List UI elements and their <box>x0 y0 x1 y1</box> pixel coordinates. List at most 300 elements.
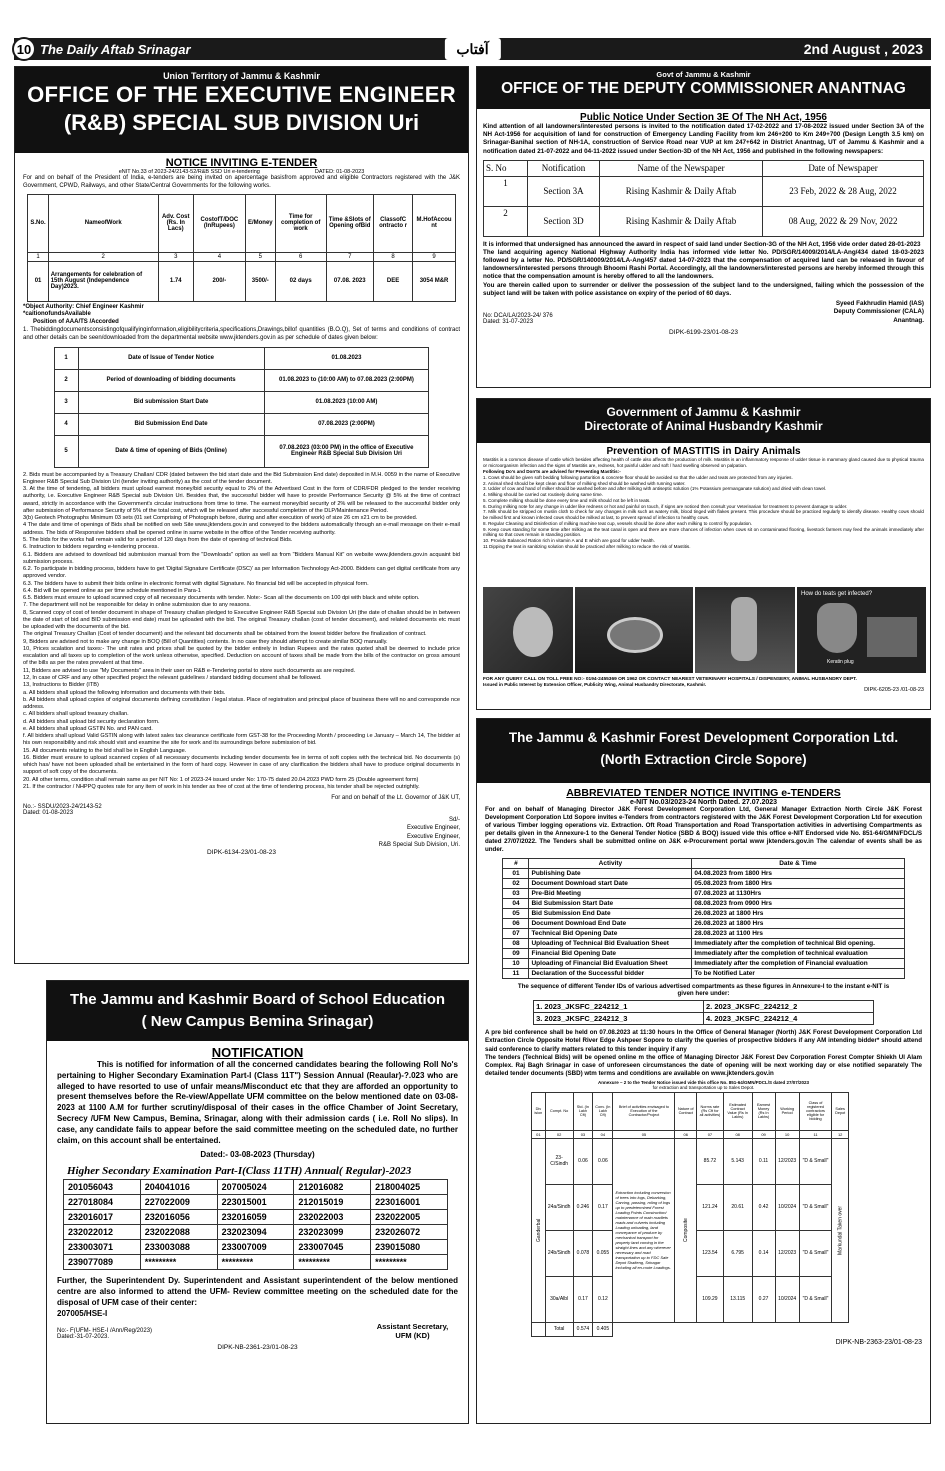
fd-event-row <box>503 929 904 939</box>
bose-roll-row <box>64 1255 448 1270</box>
bose-roll-row <box>64 1210 448 1225</box>
bose-roll-number: 212016082 <box>294 1180 371 1195</box>
fd-annex-compt: 30a/Albl <box>545 1276 573 1322</box>
ee-clause: 21. If the contractor / NHPPQ quotes rate for any item of work in his tender as free of cost at the time of tendering process, his tender shall be rejected outrightly. <box>23 784 420 790</box>
ee-for-and-behalf: For and on behalf of the Lt. Governor of J&K UT, <box>331 795 460 802</box>
fd-event-activity: Declaration of the Successful bidder <box>529 969 692 979</box>
bose-roll-number: ********* <box>294 1255 371 1270</box>
ee-td: 2 <box>48 252 158 261</box>
fd-annex-std: 0.17 <box>573 1276 593 1322</box>
ee-td: Arrangements for celebration of 15th August (Independence Day)2023. <box>48 261 158 301</box>
fd-annex-num: 12 <box>832 1130 849 1138</box>
fd-event-row <box>503 879 904 889</box>
fd-event-date: Immediately after the completion of technical Bid opening. <box>692 939 904 949</box>
bose-title-1: The Jammu and Kashmir Board of School Education <box>69 991 446 1008</box>
ee-work-table <box>27 194 455 302</box>
bose-roll-number: 232016059 <box>217 1210 294 1225</box>
page-number: 10 <box>12 37 36 61</box>
bose-roll-number: ********* <box>140 1255 217 1270</box>
fd-para-2: A pre bid conference shall be held on 07.08.2023 at 11:30 hours In the Office of General Manager (North) J&K Forest Development Corporation Ltd Extraction Circle Opposite Hotel River Edge Ashpeer Sopore to clarify the queries of prospective bidders if any AM intending bidder* should attend said conference to clarify matters related to this tender inquiry if any <box>485 1029 922 1053</box>
bose-roll-number: ********* <box>371 1255 448 1270</box>
dc-th: Name of the Newspaper <box>600 160 763 176</box>
fd-annex-class: "D & Small" <box>799 1230 832 1276</box>
fd-event-row <box>503 959 904 969</box>
bose-roll-number: 223015001 <box>217 1195 294 1210</box>
fd-annex-num: 04 <box>593 1130 613 1138</box>
fd-event-date: To be Notified Later <box>692 969 904 979</box>
fd-annex-num: 07 <box>697 1130 724 1138</box>
ah-point: 7. Milk should be stripped on muslin cloth to check for any changes in milk such as watery milk, blood tinged with flakes present. This procedure should be practiced regularly to identify disease. Healthy cows should be milked first and known infected cows should be milked at last, to prevent spread of infection to healthy cows. <box>483 509 924 521</box>
ee-dates-row <box>54 413 429 435</box>
fd-annex-compt: 24b/Sindh <box>545 1230 573 1276</box>
dc-table-header <box>484 160 924 176</box>
ee-clause: 6.4. Bid will be opened online as per time schedule mentioned in Para-1 <box>23 587 201 594</box>
fd-th: Activity <box>529 859 692 869</box>
ad-executive-engineer <box>14 66 469 964</box>
bose-exam-title: Higher Secondary Examination Part-I(Class 11TH) Annual( Regular)-2023 <box>67 1165 412 1178</box>
fd-annex-conv: 0.055 <box>593 1230 613 1276</box>
bose-para-2: Further, the Superintendent Dy. Superintendent and Assistant superintendent of the below mentioned centre are also informed to attend the UFM- Review committee meeting on the scheduled date for the disposal of UFM case of their center: <box>57 1276 458 1307</box>
fd-sequence-note: The sequence of different Tender IDs of various advertised compartments as these figures in Annexure-I to the instant e-NIT is given here under: <box>517 983 890 998</box>
ee-td: 07.08.2023 (2:00PM) <box>264 413 429 435</box>
fd-event-activity: Uploading of Financial Bid Evaluation Sheet <box>529 959 692 969</box>
ee-clause: 6.3. The bidders have to submit their bids online in electronic format with digital Signature. No financial bid will be accepted in physical form. <box>23 580 369 587</box>
fd-annex-header <box>532 1092 849 1130</box>
ee-dates-row <box>54 347 429 369</box>
dc-newspaper-table <box>483 160 924 237</box>
ee-td: 2 <box>54 369 78 391</box>
fd-event-date: 08.08.2023 from 0900 Hrs <box>692 899 904 909</box>
fd-event-activity: Publishing Date <box>529 869 692 879</box>
fd-annex-rate: 123.54 <box>697 1230 724 1276</box>
fd-tender-id: 4. 2023_JKSFC_224212_4 <box>703 1013 873 1025</box>
fd-event-number: 08 <box>503 939 529 949</box>
ee-td: Date of Issue of Tender Notice <box>78 347 264 369</box>
ee-td: 7 <box>326 252 373 261</box>
ah-point: 3. Udder of cow and hand of milker should be washed before and after milking with antiseptic solution (1% Potassium permanganate solution) and dried with clean towel. <box>483 486 827 492</box>
bose-roll-number: 233003088 <box>140 1240 217 1255</box>
bose-roll-number: 232022088 <box>140 1225 217 1240</box>
ah-dipk: DIPK-6205-23 /01-08-23 <box>864 687 924 693</box>
ee-td: 3054 M&R <box>413 261 455 301</box>
fd-events-header <box>503 859 904 869</box>
ah-point: 4. Milking should be carried out routinely during same time. <box>483 492 604 498</box>
ee-clause: b. All bidders shall upload copies of original documents defining constitution / legal status. Place of registration and principal place of business there will no and corresponde nce address. <box>23 696 460 711</box>
dc-notice-title: Public Notice Under Section 3E Of The NH Act, 1956 <box>580 112 827 123</box>
ah-point: 8. Regular Cleaning and Disinfection of milking machine teat cup, vessels should be done after each milking to control fly population. <box>483 520 753 526</box>
fd-annex-num: 09 <box>752 1130 775 1138</box>
bose-roll-row <box>64 1240 448 1255</box>
fd-annex-class: "D & Small" <box>799 1276 832 1322</box>
ee-dates-table <box>54 347 430 468</box>
fd-annex-std: 0.246 <box>573 1184 593 1230</box>
dc-table-row <box>484 176 924 206</box>
ee-th: Time &Slots of Opening ofBid <box>326 194 373 252</box>
fd-event-row <box>503 899 904 909</box>
fd-annex-depot: Markundal Taken over <box>832 1138 849 1322</box>
fd-annex-th: Brief of activities envisaged to Execution of the Contractor/Project <box>613 1092 675 1130</box>
ee-clause: 20. All other terms, condition shall remain same as per NIT No: 1 of 2023-24 issued under No: 170-75 dated 20.04.2023 PWD form 25 (Double agreement form) <box>23 776 419 783</box>
fd-event-activity: Bid Submission Start Date <box>529 899 692 909</box>
ah-img-label: Keratin plug <box>827 659 854 665</box>
ee-td: DEE <box>373 261 413 301</box>
fd-event-date: Immediately after the completion of technical evaluation <box>692 949 904 959</box>
bose-roll-number: 232022003 <box>294 1210 371 1225</box>
ee-td: 07.08.2023 (03:00 PM) in the office of Executive Engineer R&B Special Sub Division Uri <box>264 435 429 467</box>
ah-dept: Directorate of Animal Husbandry Kashmir <box>584 419 823 433</box>
dc-para-4: You are therein called upon to surrender or deliver the possession of the subject land to the undersigned, failing which the possession of the subject land will be taken with police assistance on expiry of the period of 60 days. <box>483 281 924 297</box>
fd-annex-total-row <box>532 1322 849 1336</box>
fd-event-number: 01 <box>503 869 529 879</box>
ee-td: 1 <box>54 347 78 369</box>
ee-td: Bid Submission End Date <box>78 413 264 435</box>
fd-event-number: 07 <box>503 929 529 939</box>
ee-clause: 9, Bidders are advised not to make any change in BOQ (Bill of Quantities) contents. In no case they should attempt to create similar BOQ manually. <box>23 638 388 645</box>
fd-annex-num: 08 <box>723 1130 752 1138</box>
ee-title-2: (R&B) SPECIAL SUB DIVISION Uri <box>63 110 420 135</box>
bose-signature: Assistant Secretary, UFM (KD) <box>376 1321 449 1340</box>
fd-annex-rate: 109.29 <box>697 1276 724 1322</box>
fd-event-date: 26.08.2023 at 1800 Hrs <box>692 909 904 919</box>
bose-roll-number: 223016001 <box>371 1195 448 1210</box>
fd-event-row <box>503 919 904 929</box>
bose-title-2: ( New Campus Bemina Srinagar) <box>141 1013 374 1030</box>
dc-td: Rising Kashmir & Daily Aftab <box>600 176 763 206</box>
fd-event-row <box>503 969 904 979</box>
paper-name: The Daily Aftab Srinagar <box>40 41 191 57</box>
fd-tender-id: 1. 2023_JKSFC_224212_1 <box>534 1001 704 1013</box>
ee-th: Time for completion of work <box>275 194 326 252</box>
ee-clause: a. All bidders shall upload the following information and documents with their bids. <box>23 689 226 696</box>
dc-td: 08 Aug, 2022 & 29 Nov, 2022 <box>763 206 924 236</box>
fd-annex-th: Norms rate (Rs Cft for all activities) <box>697 1092 724 1130</box>
ah-point: 6. During milking note for any change in udder like redness or hot and painful on touch, if signs are noticed then consult your Veterinarian for treatment to prevent damage to udder. <box>483 503 848 509</box>
fd-event-number: 04 <box>503 899 529 909</box>
fd-event-activity: Uploading of Technical Bid Evaluation Sheet <box>529 939 692 949</box>
ee-work-table-header <box>28 194 455 252</box>
dc-td: Rising Kashmir & Daily Aftab <box>600 206 763 236</box>
dc-td: 23 Feb, 2022 & 28 Aug, 2022 <box>763 176 924 206</box>
fd-event-row <box>503 949 904 959</box>
fd-event-number: 11 <box>503 969 529 979</box>
ee-th: E/Money <box>245 194 275 252</box>
fd-para-1: For and on behalf of Managing Director J&K Forest Development Corporation Ltd, General Manager Extraction North Circle J&K Forest Development Corporation Ltd Sopore invites e-Tenders from contractors registered with the J&K Forest Development Corporation Ltd for execution of various Timber logging operations viz. Extraction. Oft Road Transportation and Road Transportation activities in advertising Compartments as per details given in the Annexure-1 to the General Tender Notice (SBD & BOQ) issued vide this office e-NIT Endorsed vide No. 851-64/GMN/FDCL/S dated 27/07/2022. The Tenders shall be submitted online on J&K e-Procurement portal www jktenders.gov.in The calendar of events shall be as under. <box>485 806 922 854</box>
fd-title-2: (North Extraction Circle Sopore) <box>600 752 807 767</box>
fd-annex-num: 03 <box>573 1130 593 1138</box>
bose-banner <box>47 981 468 1041</box>
ad-animal-husbandry <box>476 398 931 710</box>
ee-th: ClassofC ontracto r <box>373 194 413 252</box>
ee-td: 6 <box>275 252 326 261</box>
fd-annex-conv: 0.17 <box>593 1184 613 1230</box>
fd-annex-em: 0.27 <box>752 1276 775 1322</box>
bose-roll-number: 232016056 <box>140 1210 217 1225</box>
fd-event-activity: Pre-Bid Meeting <box>529 889 692 899</box>
ah-points <box>483 475 924 550</box>
fd-annex-th: Conv. (In Lakh Cft) <box>593 1092 613 1130</box>
bose-roll-number: 233007045 <box>294 1240 371 1255</box>
ee-note: *caitionofundsAvailable <box>23 311 91 318</box>
ee-notice-title: NOTICE INVITING E-TENDER <box>165 157 318 169</box>
ee-clause: 12, In case of CRF and any other specified project the relevant guidelines / standard bidding document shall be followed. <box>23 675 322 682</box>
issue-date: 2nd August , 2023 <box>803 41 923 57</box>
milking-photo <box>575 587 693 673</box>
ah-point: 5. Complete milking should be done every time and milk should not be left in teats. <box>483 497 651 503</box>
bose-para-1: This is notified for information of all the concerned candidates bearing the following Roll No's pertaining to Higher Secondary Examination Part-I (Class 11T") Session Annual (Reaular)-?.023 who are alleged to have resorted to use of unfair means/Misconduct etc that they are afforded an opportunity to present themselves before the Re-view/Appellate UFM committee on the below mentioned date on 03-08-2023 at 1100 A.M for further scrutiny/disposal of their cases in the office Chamber of Joint Secretary, Secrecy /UFM New Campus, Bemina, Srinagar, along with their admission cards ( i.e. Roll No slips). In case, any candidate fails to appear before the said committee meeting on the scheduled date, no further claim, on this account shall be entertained. <box>57 1060 458 1145</box>
ee-td: 02 days <box>275 261 326 301</box>
fd-event-date: 26.08.2023 at 1800 Hrs <box>692 919 904 929</box>
fd-tender-id: 2. 2023_JKSFC_224212_2 <box>703 1001 873 1013</box>
fd-event-date: 04.08.2023 from 1800 Hrs <box>692 869 904 879</box>
ee-intro: For and on behalf of the President of India, e-tenders are being invited on apercentage basisfrom approved and eligible Contractors registered with the J&K Government, CPWD, Railways, and other State/Central Governments for the following works. <box>23 175 460 189</box>
ee-td: 3 <box>54 391 78 413</box>
fd-event-activity: Technical Bid Opening Date <box>529 929 692 939</box>
ah-img-caption: How do teats get infected? <box>801 591 873 597</box>
bose-roll-number: ********* <box>217 1255 294 1270</box>
fd-annex-em: 0.14 <box>752 1230 775 1276</box>
ee-clause: 6.2. To participate in bidding process, bidders have to get 'Digital Signature Certificate (DSC)' as per Information Technology Act-2000. Bidders can get digital certificate from any approved vendor. <box>23 566 460 580</box>
ah-point: 11 Dipping the teat in sanitizing solution should be practiced after milking to reduce the risk of Mastitis. <box>483 543 691 549</box>
bose-roll-number: 233007009 <box>217 1240 294 1255</box>
fd-event-number: 03 <box>503 889 529 899</box>
ee-clause: 11, Bidders are advised to use "My Documents" area in their user on R&B e-Tendering portal to store such documents as are required. <box>23 667 356 674</box>
fd-annex-rate: 121.24 <box>697 1184 724 1230</box>
fd-event-activity: Financial Bid Opening Date <box>529 949 692 959</box>
fd-annex-title: Annexure – 2 to the Tender Notice issued vide this office No. 851-64/GMN/FDCL/S dated 27/07/2023 <box>598 1079 809 1085</box>
fd-event-activity: Bid Submission End Date <box>529 909 692 919</box>
fd-annex-sub: for extraction and transportation up to Sales Depot. <box>652 1084 755 1090</box>
ee-td: 01 <box>28 261 48 301</box>
ee-td: 01.08.2023 to (10:00 AM) to 07.08.2023 (2:00PM) <box>264 369 429 391</box>
bose-roll-number: 239077089 <box>64 1255 141 1270</box>
fd-annex-td <box>613 1322 849 1336</box>
ee-ref: No.:- SSDU/2023-24/2143-52 Dated: 01-08-2023 <box>23 804 102 817</box>
bose-roll-number: 232023094 <box>217 1225 294 1240</box>
fd-annex-compt: 24a/Sindh <box>545 1184 573 1230</box>
fd-annex-th: Earnest Money (Rs In Lakhs) <box>752 1092 775 1130</box>
teat-infection-diagram <box>797 587 926 673</box>
cow-udder-photo <box>483 587 573 673</box>
ee-clause: 3. At the time of tendering, all bidders must upload earnest money/bid security equal to 2% of the Advertised Cost in the form of CDR/FDR pledged to the tender receiving authority, i.e. Executive Engineer R&B Special sub Division Uri. Besides that, the successful bidder will have to provide Performance Security @ 5% at the time of contract award, strictly in accordance with the Government's circular instructions from time to time. The earnest money/bid security of 2% will be released to the successful bidder only after submission of Performance Security of 5% of the total cost, which will be released after successful completion of the DLP/Maintenance Period. <box>23 486 460 514</box>
fd-enit: e-NIT No.03/2023-24 North Dated. 27.07.2023 <box>629 799 778 806</box>
fd-annex-total-conv: 0.405 <box>593 1322 613 1336</box>
dc-td: 1 <box>484 176 528 206</box>
teat-dipping-photo <box>695 587 795 673</box>
fd-annex-division: Ganderbal <box>532 1138 546 1322</box>
ee-td: 3500/- <box>245 261 275 301</box>
ee-td: 07.08. 2023 <box>326 261 373 301</box>
fd-banner <box>477 719 930 783</box>
fd-annex-em: 0.11 <box>752 1138 775 1184</box>
fd-event-date: 28.08.2023 at 1100 Hrs <box>692 929 904 939</box>
bose-roll-number: 232022012 <box>64 1225 141 1240</box>
fd-dipk: DIPK-NB-2363-23/01-08-23 <box>835 1338 922 1346</box>
dc-td: 2 <box>484 206 528 236</box>
bose-roll-number: 207005024 <box>217 1180 294 1195</box>
fd-annex-total-std: 0.574 <box>573 1322 593 1336</box>
ah-intro: Mastitis is a common disease of cattle which besides affecting health of cattle also affects the production of milk. Mastitis is an inflammatory response of udder tissue in mammary gland caused due to physical trauma or microorganism infection and the signs of Mastitis are, redness, hot painful udder and soft / hard swelling observed on palpation. <box>483 457 924 468</box>
bose-roll-number: 227018084 <box>64 1195 141 1210</box>
bose-roll-number: 232026072 <box>371 1225 448 1240</box>
ee-dates-row <box>54 391 429 413</box>
fd-annex-ecv: 20.61 <box>723 1184 752 1230</box>
fd-annex-ecv: 6.795 <box>723 1230 752 1276</box>
bose-dipk: DIPK-NB-2361-23/01-08-23 <box>217 1343 298 1351</box>
bose-roll-table <box>63 1179 448 1270</box>
ad-bose <box>46 980 469 1424</box>
fd-annex-th: Working Period <box>775 1092 799 1130</box>
fd-annex-em: 0.42 <box>752 1184 775 1230</box>
ee-enit: eNIT No.33 of 2023-24/2143-52/R&B SSD Uri e-tendering DATED: 01-08-2023 <box>118 169 365 175</box>
ee-td: Date & time of opening of Bids (Online) <box>78 435 264 467</box>
bose-roll-row <box>64 1180 448 1195</box>
ah-title: Prevention of MASTITIS in Dairy Animals <box>606 446 801 457</box>
ee-clause: 6.5. Bidders must ensure to upload scanned copy of all necessary documents with tender. Note:- Scan all the documents on 100 dpi with black and white option. <box>23 595 420 602</box>
ee-clause: 13, Instructions to Bidder (ITB) <box>23 682 99 689</box>
fd-annex-num: 06 <box>675 1130 697 1138</box>
dc-dipk: DIPK-6199-23/01-08-23 <box>668 329 738 337</box>
ad-deputy-commissioner <box>476 66 931 388</box>
ee-td: 8 <box>373 252 413 261</box>
ee-td: Period of downloading of bidding documents <box>78 369 264 391</box>
ee-clause: 5. The bids for the works hall remain valid for a period of 120 days from the date of opening of technical Bids. <box>23 536 293 543</box>
ad-forest-development <box>476 718 931 1424</box>
ee-note: *Object Authority: Chief Engineer Kashmir <box>23 303 144 310</box>
bose-roll-number: 233003071 <box>64 1240 141 1255</box>
fd-event-number: 09 <box>503 949 529 959</box>
dc-ref: No: DCA/LA/2023-24/ 376 Dated: 31-07-2023 <box>483 313 553 326</box>
bose-centre: 207005/HSE-I <box>57 1308 108 1318</box>
fd-annex-td <box>532 1322 546 1336</box>
dc-para-1: Kind attention of all landowners/interested persons is invited to the notification dated 17-02-2022 and 17-08-2022 issued under Section 3A of the NH Act-1956 for acquisition of land for construction of Emergency Landing Facility from km 246+200 to Km 249+700 (Design Length 3.5 km) on Srinagar-Banihal section of NH-1A, construction of Service Road near VUP at km 247+642 in District Anantnag, UT of Jammu & Kashmir and a notification dated 21-07-2022 and 04-11-2022 issued under Section-3D of the NH Act, 1956 and published in the following newspapers: <box>483 123 924 155</box>
ee-clause: 7. The department will not be responsible for delay in online submission due to any reasons. <box>23 602 251 609</box>
ee-td: 1 <box>28 252 48 261</box>
fd-event-date: 07.08.2023 at 1130Hrs <box>692 889 904 899</box>
bose-roll-number: 227022009 <box>140 1195 217 1210</box>
ee-td: 4 <box>193 252 245 261</box>
fd-annex-th: Sales Depot <box>832 1092 849 1130</box>
ee-clause: c. All bidders shall upload treasury challan. <box>23 711 129 718</box>
ah-banner <box>477 399 930 443</box>
ah-gov: Government of Jammu & Kashmir <box>606 405 801 419</box>
ee-clause: 6.1. Bidders are advised to download bid submission manual from the "Downloads" option as well as from "Bidders Manual Kit" on website www.jktenders.gov.in acquaint bid submission process. <box>23 551 460 565</box>
ee-clause: 3(b) Geotech Photographs Minimum 03 sets (01 set Comprising of Photograph before, during and after execution of work) of size 26 cm x21 cm to be provided. <box>23 515 418 522</box>
ee-td: 3 <box>158 252 193 261</box>
fd-event-number: 06 <box>503 919 529 929</box>
ee-td: 01.08.2023 <box>264 347 429 369</box>
masthead-logo: آفتاب <box>444 38 500 60</box>
fd-annex-num: 02 <box>545 1130 573 1138</box>
fd-event-date: Immediately after the completion of Financial evaluation <box>692 959 904 969</box>
dc-title: OFFICE OF THE DEPUTY COMMISSIONER ANANTNAG <box>501 80 906 97</box>
ee-work-table-numbers <box>28 252 455 261</box>
fd-annex-th: Estimated Contract Value (Rs In Lakhs) <box>723 1092 752 1130</box>
ee-clause: 15. All documents relating to the bid shall be in English Language. <box>23 747 187 754</box>
fd-notice-title: ABBREVIATED TENDER NOTICE INVITING e-TENDERS <box>566 787 841 799</box>
fd-annex-ecv: 5.143 <box>723 1138 752 1184</box>
ee-clause: 8, Scanned copy of cost of tender document in shape of Treasury challan pledged to Executive Engineer R&B Special sub Division Uri (the date of challan should be in between the date of start of bid and BID submission end date) must be uploaded with the bid. The original Treasury challan (cost of tender document), and related documents etc must be uploaded with the documents of the bid. <box>23 609 460 631</box>
fd-events-table <box>502 858 904 979</box>
ee-note: Position of AAA/TS /Accorded <box>33 319 119 326</box>
bose-roll-number: 232022005 <box>371 1210 448 1225</box>
fd-annex-th: Compt. No <box>545 1092 573 1130</box>
fd-event-row <box>503 909 904 919</box>
ee-th: M.HofAccou nt <box>413 194 455 252</box>
fd-annex-rate: 85.72 <box>697 1138 724 1184</box>
fd-annex-row <box>532 1138 849 1184</box>
ee-clause: 16. Bidder must ensure to upload scanned copies of all necessary documents including tender documents fee in terms of soft copies with the technical bid. No documents (s) which has/ have not been uploaded shall be entertained in the form of hard copy. However in case of any clarification the bidders shall have to produce original documents in support of soft copy of the documents. <box>23 754 460 776</box>
ee-para-1: 1. Thebiddingdocumentsconsistingofqualifyinginformation,eligibilitycriteria,specifications,Drawings,billof quantities (B.O.Q), Set of terms and conditions of contract and other details can be seen/downloaded from the departmental website www.jktenders.gov.in as per schedule of dates given below: <box>23 326 460 341</box>
dc-table-row <box>484 206 924 236</box>
bose-roll-number: 232016017 <box>64 1210 141 1225</box>
fd-event-row <box>503 939 904 949</box>
fd-event-number: 02 <box>503 879 529 889</box>
ah-point: 1. Cows should be given soft bedding following parturition & concrete floor should be avoided so that the udder and teats are protected from any injuries. <box>483 474 793 480</box>
dc-td: Section 3D <box>528 206 600 236</box>
bose-roll-number: 218004025 <box>371 1180 448 1195</box>
ee-td: 01.08.2023 (10:00 AM) <box>264 391 429 413</box>
ee-dipk: DIPK-6134-23/01-08-23 <box>206 848 276 856</box>
ee-clause: 2. Bids must be accompanied by a Treasury Challan/ CDR (dated between the bid start date and the Bid Submission End date) deposited in M.H. 0059 in the name of Executive Engineer R&B Special Sub Division Uri (tender inviting authority) as the cost of the tender document. <box>23 471 460 485</box>
fd-annex-compt: 23-C/Sindh <box>545 1138 573 1184</box>
fd-event-number: 05 <box>503 909 529 919</box>
dc-td: Section 3A <box>528 176 600 206</box>
fd-event-date: 05.08.2023 from 1800 Hrs <box>692 879 904 889</box>
ee-td: Bid submission Start Date <box>78 391 264 413</box>
fd-annex-conv: 0.12 <box>593 1276 613 1322</box>
ee-clause: The original Treasury Challan (Cost of tender document) and the relevant bid documents shall be obtained from the lowest bidder before the finalization of contract. <box>23 631 427 638</box>
fd-tender-id: 3. 2023_JKSFC_224212_3 <box>534 1013 704 1025</box>
fd-annex-num: 10 <box>775 1130 799 1138</box>
fd-annex-class: "D & Small" <box>799 1184 832 1230</box>
fd-annex-period: 10/2024 <box>775 1184 799 1230</box>
fd-annex-th: Div ision <box>532 1092 546 1130</box>
ee-td: 5 <box>54 435 78 467</box>
ee-th: CostofT/DOC (InRupees) <box>193 194 245 252</box>
fd-annex-std: 0.06 <box>573 1138 593 1184</box>
fd-annex-th: Std. (In Lakh Cft) <box>573 1092 593 1130</box>
ee-clause: 10, Prices scalation and taxes:- The unit rates and prices shall be quoted by the bidder entirely in Indian Rupees and the rates quoted shall be deemed to include price escalation and all taxes up to completion of the work unless otherwise, specified. Deduction on account of taxes shall be made from the bills of the contractor on gross amount of the bills as per the rates prevalent at that time. <box>23 645 460 667</box>
dc-gov: Govt of Jammu & Kashmir <box>656 70 751 79</box>
fd-annex-conv: 0.06 <box>593 1138 613 1184</box>
ee-td: 4 <box>54 413 78 435</box>
ee-dates-row <box>54 435 429 467</box>
ah-point: 9. Keep cows standing for some time after milking as the teat canal is open and there are more chances of infection when cows sit on contaminated flooring, livestock farmers may feed the animals immediately after milking so that cows remain in standing position. <box>483 526 924 538</box>
dc-signature: Syeed Fakhrudin Hamid (IAS) Deputy Commissioner (CALA) Anantnag. <box>833 299 924 324</box>
ee-clauses <box>23 472 460 792</box>
ee-clause: d. All bidders shall upload bid security declaration form. <box>23 718 160 725</box>
ee-banner <box>15 67 468 153</box>
fd-event-number: 10 <box>503 959 529 969</box>
fd-title-1: The Jammu & Kashmir Forest Development Corporation Ltd. <box>508 730 899 745</box>
fd-event-row <box>503 889 904 899</box>
fd-annex-std: 0.078 <box>573 1230 593 1276</box>
page-header <box>14 38 931 60</box>
ee-clause: 6. Instruction to bidders regarding e-tendering process. <box>23 544 159 551</box>
ee-work-table-row <box>28 261 455 301</box>
fd-th: # <box>503 859 529 869</box>
fd-annex-nature: Composite <box>675 1138 697 1322</box>
ee-td: 5 <box>245 252 275 261</box>
ah-lead: Following Do's and Don'ts are advised for Preventing Mastitis:- <box>483 468 621 474</box>
fd-event-activity: Document Download start Date <box>529 879 692 889</box>
fd-event-row <box>503 869 904 879</box>
ee-clause: 4 The date and time of openings of Bids shall be notified on web Site www.jktenders.gov.in and conveyed to the bidders automatically through an e-mail message on their e-mail address. The bids of Responsive bidders shall be opened online in same website in the office of the Tender receiving authority. <box>23 522 460 536</box>
ah-issued: Issued in Public Interest by Extension Officer, Publicity Wing, Animal Husbandry Directorate, Kashmir. <box>483 682 707 687</box>
fd-para-3: The tenders (Technical Bids) will be opened online m the office of Managing Director J&K Forest Dev Corporation Forest Compter Shiekh Ul Alam Complex. Raj Bagh Srinagar in case of unforeseen circumstances the date of opening will be next working day or else notified separately The detailed tender documents (SBD) wtm terms and conditions are available on www.jktenders.gov.in <box>485 1053 922 1077</box>
ah-point: 2. Animal shed should be kept clean and floor of milking shed should be washed with running water. <box>483 480 686 486</box>
dc-para-2: It is informed that undersigned has announced the award in respect of said land under Section-3G of the NH Act, 1956 vide order dated 28-01-2023 <box>483 240 921 248</box>
